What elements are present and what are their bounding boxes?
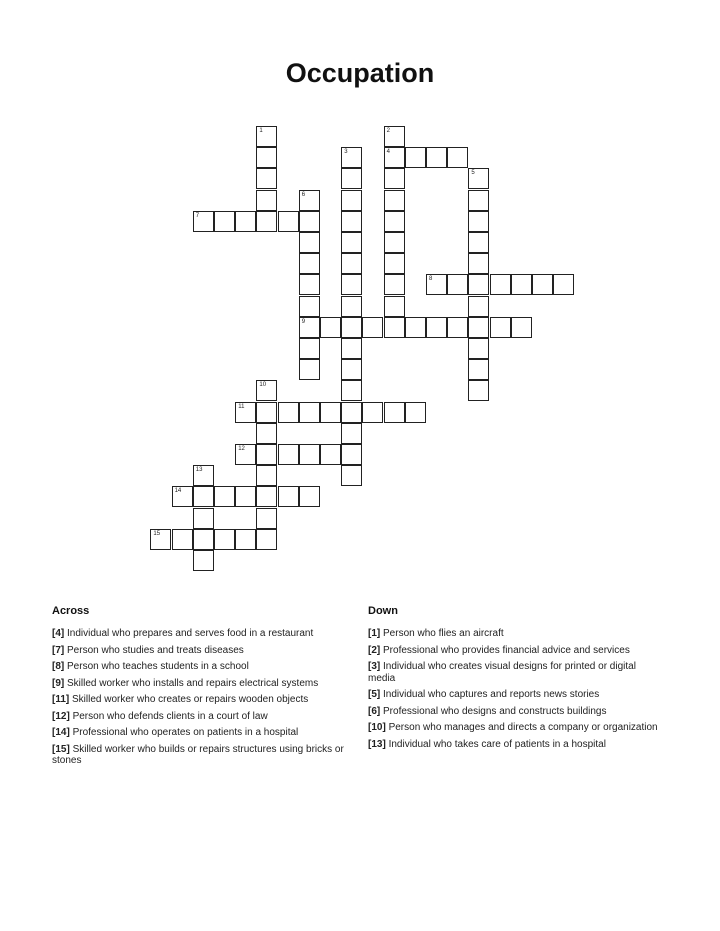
grid-cell[interactable]: [193, 211, 214, 232]
grid-cell[interactable]: [299, 338, 320, 359]
grid-cell[interactable]: [299, 253, 320, 274]
grid-cell[interactable]: [278, 402, 299, 423]
grid-cell[interactable]: [172, 486, 193, 507]
grid-cell[interactable]: [256, 465, 277, 486]
grid-cell[interactable]: [468, 253, 489, 274]
grid-cell[interactable]: [468, 274, 489, 295]
across-clue: [9] Skilled worker who installs and repairs electrical systems: [52, 677, 319, 689]
grid-cell[interactable]: [256, 529, 277, 550]
grid-cell[interactable]: [299, 296, 320, 317]
grid-cell[interactable]: [341, 465, 362, 486]
grid-cell[interactable]: [341, 147, 362, 168]
grid-cell[interactable]: [256, 147, 277, 168]
grid-cell[interactable]: [384, 253, 405, 274]
grid-cell[interactable]: [405, 317, 426, 338]
grid-cell[interactable]: [256, 190, 277, 211]
grid-cell[interactable]: [468, 211, 489, 232]
grid-cell[interactable]: [150, 529, 171, 550]
grid-cell[interactable]: [299, 317, 320, 338]
grid-cell[interactable]: [341, 296, 362, 317]
grid-cell[interactable]: [468, 190, 489, 211]
grid-cell[interactable]: [490, 274, 511, 295]
grid-cell[interactable]: [426, 317, 447, 338]
grid-cell[interactable]: [320, 402, 341, 423]
cell-number: 3: [344, 149, 348, 156]
grid-cell[interactable]: [299, 359, 320, 380]
grid-cell[interactable]: [235, 402, 256, 423]
grid-cell[interactable]: [193, 508, 214, 529]
cell-number: 2: [386, 128, 390, 134]
grid-cell[interactable]: [362, 402, 383, 423]
grid-cell[interactable]: [384, 274, 405, 295]
cell-number: 1: [259, 128, 263, 134]
grid-cell[interactable]: [405, 402, 426, 423]
grid-cell[interactable]: [235, 529, 256, 550]
grid-cell[interactable]: [235, 444, 256, 465]
down-clue: [10] Person who manages and directs a company or organization: [368, 722, 658, 733]
grid-cell[interactable]: [468, 359, 489, 380]
across-clue: [12] Person who defends clients in a court of law: [52, 710, 268, 722]
grid-cell[interactable]: [256, 168, 277, 189]
grid-cell[interactable]: [172, 529, 193, 550]
grid-cell[interactable]: [320, 317, 341, 338]
grid-cell[interactable]: [256, 126, 277, 147]
grid-cell[interactable]: [341, 380, 362, 401]
grid-cell[interactable]: [384, 317, 405, 338]
grid-cell[interactable]: [320, 444, 341, 465]
cell-number: 5: [471, 170, 475, 177]
cell-number: 7: [195, 212, 200, 219]
grid-cell[interactable]: [384, 126, 405, 147]
grid-cell[interactable]: [341, 211, 362, 232]
grid-cell[interactable]: [341, 359, 362, 380]
down-clue: [1] Person who flies an aircraft: [368, 628, 504, 639]
across-clue: [8] Person who teaches students in a school: [52, 661, 249, 672]
grid-cell[interactable]: [384, 147, 405, 168]
puzzle-title: Occupation: [285, 58, 435, 88]
grid-cell[interactable]: [214, 211, 235, 232]
grid-cell[interactable]: [532, 274, 553, 295]
across-clue: [4] Individual who prepares and serves food in a restaurant: [52, 628, 314, 639]
grid-cell[interactable]: [384, 211, 405, 232]
grid-cell[interactable]: [193, 529, 214, 550]
grid-cell[interactable]: [468, 232, 489, 253]
cell-number: 10: [259, 382, 267, 389]
grid-cell[interactable]: [299, 232, 320, 253]
grid-cell[interactable]: [256, 508, 277, 529]
grid-cell[interactable]: [193, 550, 214, 571]
down-clue: [6] Professional who designs and constructs buildings: [368, 705, 607, 717]
grid-cell[interactable]: [299, 402, 320, 423]
down-clue: [3] Individual who creates visual designs for printed or digital media: [368, 661, 636, 684]
grid-cell[interactable]: [511, 274, 532, 295]
grid-cell[interactable]: [468, 338, 489, 359]
grid-cell[interactable]: [405, 147, 426, 168]
grid-cell[interactable]: [341, 317, 362, 338]
grid-cell[interactable]: [256, 380, 277, 401]
grid-cell[interactable]: [384, 402, 405, 423]
grid-cell[interactable]: [341, 444, 362, 465]
grid-cell[interactable]: [511, 317, 532, 338]
grid-cell[interactable]: [214, 529, 235, 550]
grid-cell[interactable]: [299, 190, 320, 211]
grid-cell[interactable]: [468, 296, 489, 317]
grid-cell[interactable]: [235, 486, 256, 507]
grid-cell[interactable]: [447, 147, 468, 168]
grid-cell[interactable]: [468, 168, 489, 189]
across-clue: [15] Skilled worker who builds or repairs structures using bricks or stones: [52, 743, 344, 766]
cell-number: 13: [195, 467, 203, 474]
grid-cell[interactable]: [278, 486, 299, 507]
grid-cell[interactable]: [256, 402, 277, 423]
grid-cell[interactable]: [468, 317, 489, 338]
grid-cell[interactable]: [214, 486, 235, 507]
grid-cell[interactable]: [426, 274, 447, 295]
grid-cell[interactable]: [256, 444, 277, 465]
grid-cell[interactable]: [426, 147, 447, 168]
grid-cell[interactable]: [341, 168, 362, 189]
cell-number: 6: [301, 191, 306, 198]
cell-number: 8: [429, 276, 433, 283]
grid-cell[interactable]: [235, 211, 256, 232]
grid-cell[interactable]: [256, 423, 277, 444]
across-clue: [7] Person who studies and treats diseases: [52, 644, 244, 656]
grid-cell[interactable]: [447, 274, 468, 295]
across-clue-list: [52, 628, 347, 772]
grid-cell[interactable]: [341, 253, 362, 274]
grid-cell[interactable]: [299, 211, 320, 232]
grid-cell[interactable]: [362, 317, 383, 338]
grid-cell[interactable]: [341, 423, 362, 444]
grid-cell[interactable]: [256, 486, 277, 507]
cell-number: 12: [238, 446, 245, 452]
grid-cell[interactable]: [468, 380, 489, 401]
grid-cell[interactable]: [299, 486, 320, 507]
grid-cell[interactable]: [341, 338, 362, 359]
grid-cell[interactable]: [384, 296, 405, 317]
across-clue: [14] Professional who operates on patients in a hospital: [52, 727, 299, 738]
grid-cell[interactable]: [384, 232, 405, 253]
grid-cell[interactable]: [341, 402, 362, 423]
grid-cell[interactable]: [256, 211, 277, 232]
grid-cell[interactable]: [278, 444, 299, 465]
cell-number: 14: [174, 488, 182, 495]
grid-cell[interactable]: [341, 274, 362, 295]
across-heading: Across: [52, 605, 90, 617]
grid-cell[interactable]: [341, 190, 362, 211]
across-clue: [11] Skilled worker who creates or repairs wooden objects: [52, 694, 309, 705]
grid-cell[interactable]: [447, 317, 468, 338]
grid-cell[interactable]: [193, 465, 214, 486]
grid-cell[interactable]: [278, 211, 299, 232]
down-heading: Down: [368, 605, 398, 617]
cell-number: 4: [386, 149, 390, 156]
grid-cell[interactable]: [299, 274, 320, 295]
grid-cell[interactable]: [299, 444, 320, 465]
down-clue-list: [368, 628, 663, 755]
cell-number: 15: [153, 530, 161, 537]
grid-cell[interactable]: [553, 274, 574, 295]
cell-number: 9: [301, 318, 306, 325]
grid-cell[interactable]: [193, 486, 214, 507]
grid-cell[interactable]: [341, 232, 362, 253]
down-clue: [13] Individual who takes care of patients in a hospital: [368, 738, 606, 750]
grid-cell[interactable]: [384, 190, 405, 211]
grid-cell[interactable]: [384, 168, 405, 189]
cell-number: 11: [238, 403, 245, 410]
grid-cell[interactable]: [490, 317, 511, 338]
down-clue: [2] Professional who provides financial advice and services: [368, 644, 630, 656]
down-clue: [5] Individual who captures and reports news stories: [368, 689, 600, 700]
